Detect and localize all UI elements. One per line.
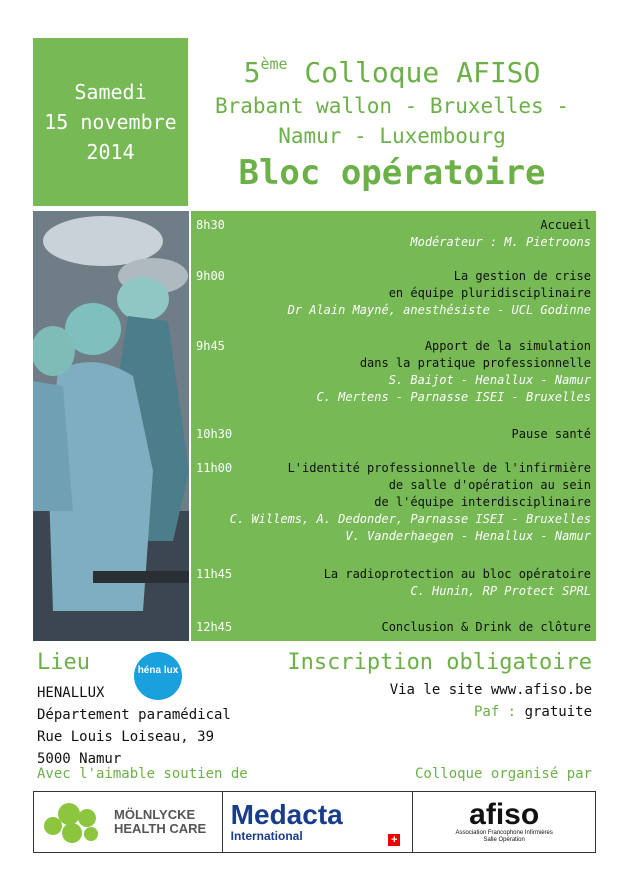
program-speaker: C. Mertens - Parnasse ISEI - Bruxelles [316, 390, 591, 404]
molnlycke-logo [34, 792, 223, 852]
program-speaker: C. Hunin, RP Protect SPRL [410, 584, 591, 598]
program-speaker: Dr Alain Mayné, anesthésiste - UCL Godinne [287, 303, 591, 317]
afiso-name: afiso [469, 798, 540, 831]
medacta-logo [223, 792, 414, 852]
afiso-subline: Salle Opération [483, 837, 525, 843]
program-topic: Conclusion & Drink de clôture [381, 620, 591, 634]
lieu-line: Département paramédical [37, 707, 231, 723]
lieu-line: Rue Louis Loiseau, 39 [37, 729, 215, 745]
program-speaker: V. Vanderhaegen - Henallux - Namur [345, 529, 591, 543]
inscription-heading: Inscription obligatoire [287, 650, 592, 675]
colloque-title [188, 46, 596, 91]
molnlycke-circles-icon [40, 799, 110, 845]
theme-title: Bloc opératoire [238, 153, 546, 193]
edition-number: 5 [243, 56, 261, 89]
program-topic: La radioprotection au bloc opératoire [323, 567, 591, 581]
program-time: 8h30 [196, 218, 225, 232]
paf-label: Paf : [473, 704, 517, 720]
program-topic: L'identité professionnelle de l'infirmière [287, 461, 591, 475]
program-time: 11h00 [196, 461, 233, 475]
surgery-photo [33, 211, 189, 641]
swiss-cross-icon: + [388, 834, 400, 846]
lieu-address [37, 682, 231, 770]
inscription-paf [474, 704, 592, 720]
program-topic: Apport de la simulation [424, 339, 591, 353]
event-day: Samedi [74, 80, 147, 104]
program-box [191, 211, 596, 641]
program-topic: dans la pratique professionnelle [359, 356, 591, 370]
medacta-subname: International [230, 829, 303, 843]
program-topic: de salle d'opération au sein [388, 478, 591, 492]
program-speaker: S. Baijot - Henallux - Namur [388, 373, 591, 387]
program-topic: en équipe pluridisciplinaire [388, 286, 591, 300]
edition-suffix: ème [260, 55, 288, 73]
event-date: 15 novembre [44, 110, 177, 134]
lieu-line: HENALLUX [37, 685, 105, 701]
program-topic: Pause santé [511, 427, 591, 441]
medacta-name: Medacta [230, 799, 343, 830]
molnlycke-subname: HEALTH CARE [114, 821, 207, 836]
organised-label: Colloque organisé par [414, 766, 592, 782]
event-year: 2014 [86, 140, 135, 164]
title-area [188, 38, 596, 206]
afiso-logo [413, 792, 595, 852]
lieu-line: 5000 Namur [37, 751, 122, 767]
afiso-subline: Association Francophone Infirmières [455, 830, 553, 836]
regions-line-2: Namur - Luxembourg [278, 124, 506, 148]
program-speaker: C. Willems, A. Dedonder, Parnasse ISEI - Bruxelles [229, 512, 591, 526]
lieu-heading: Lieu [37, 650, 90, 675]
colloque-name: Colloque AFISO [304, 56, 541, 89]
program-time: 11h45 [196, 567, 233, 581]
program-time: 12h45 [196, 620, 233, 634]
molnlycke-name: MÖLNLYCKE [114, 807, 196, 822]
program-topic: La gestion de crise [453, 269, 591, 283]
support-label: Avec l'aimable soutien de [37, 766, 248, 782]
regions-line-1: Brabant wallon - Bruxelles - [214, 94, 569, 118]
date-box [33, 38, 188, 206]
program-topic: Accueil [540, 218, 591, 232]
program-time: 9h45 [196, 339, 225, 353]
program-time: 9h00 [196, 269, 225, 283]
program-time: 10h30 [196, 427, 233, 441]
paf-value: gratuite [524, 704, 592, 720]
henalux-logo: héna lux [134, 652, 182, 700]
program-topic: de l'équipe interdisciplinaire [374, 495, 591, 509]
inscription-site: Via le site www.afiso.be [389, 682, 592, 698]
program-speaker: Modérateur : M. Pietroons [410, 235, 591, 249]
sponsor-logos [33, 791, 596, 853]
